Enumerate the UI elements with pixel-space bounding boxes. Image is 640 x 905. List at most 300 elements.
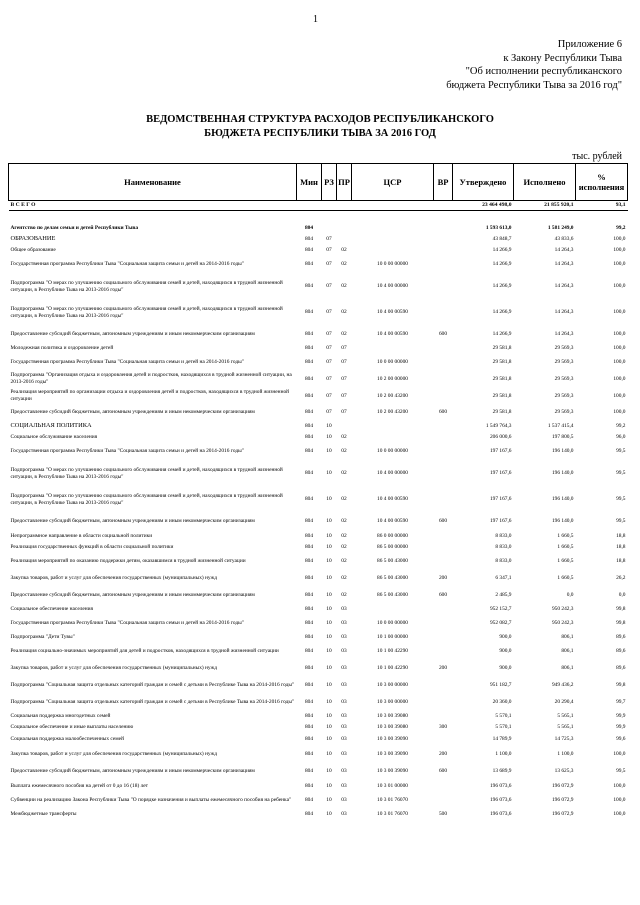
title-line: БЮДЖЕТА РЕСПУБЛИКИ ТЫВА ЗА 2016 ГОД <box>204 128 436 139</box>
cell-min: 804 <box>304 664 314 671</box>
cell-percent: 99,2 <box>616 224 626 231</box>
cell-percent: 99,5 <box>616 470 626 477</box>
cell-percent: 99,6 <box>616 736 626 743</box>
table-row <box>9 615 628 632</box>
cell-csr: 10 3 01 00000 <box>377 782 408 789</box>
cell-vr <box>434 274 453 300</box>
cell-vr <box>434 711 453 722</box>
cell-percent: 100,0 <box>613 344 626 351</box>
cell-rz: 10 <box>326 810 332 817</box>
cell-min: 804 <box>304 768 314 775</box>
cell-executed: 14 264,3 <box>554 283 574 290</box>
cell-executed: 806,1 <box>561 633 574 640</box>
cell-approved: 8 833,0 <box>495 532 512 539</box>
cell-min: 804 <box>304 261 314 268</box>
cell-percent: 100,0 <box>613 309 626 316</box>
cell-vr <box>434 677 453 694</box>
cell-rz: 10 <box>326 796 332 803</box>
cell-min: 804 <box>304 344 314 351</box>
cell-min: 804 <box>304 574 314 581</box>
cell-percent: 100,0 <box>613 375 626 382</box>
cell-csr: 86 5 00 43000 <box>377 574 408 581</box>
cell-pr: 03 <box>341 619 347 626</box>
cell-min: 804 <box>304 543 314 550</box>
cell-rz: 10 <box>326 496 332 503</box>
cell-approved: 1 100,0 <box>495 751 512 758</box>
cell-min <box>297 201 322 211</box>
cell-executed: 806,1 <box>561 664 574 671</box>
cell-approved: 196 073,6 <box>489 782 512 789</box>
cell-percent: 100,0 <box>613 409 626 416</box>
cell-csr: 10 3 01 76070 <box>377 810 408 817</box>
cell-pr: 03 <box>341 751 347 758</box>
cell-min: 804 <box>304 782 314 789</box>
cell-csr: 10 2 00 43200 <box>377 392 408 399</box>
cell-vr <box>434 531 453 542</box>
cell-csr: 10 3 00 39090 <box>377 768 408 775</box>
cell-csr <box>352 223 434 234</box>
table-row <box>9 781 628 792</box>
cell-csr: 10 1 00 42290 <box>377 664 408 671</box>
cell-executed: 949 436,2 <box>551 681 574 688</box>
cell-approved: 2 485,9 <box>495 591 512 598</box>
cell-csr: 10 3 00 00000 <box>377 681 408 688</box>
cell-name: Социальная поддержка многодетных семей <box>10 712 111 719</box>
cell-min: 804 <box>304 235 314 242</box>
cell-csr <box>352 245 434 256</box>
table-row <box>9 809 628 820</box>
cell-approved: 5 570,1 <box>495 723 512 730</box>
cell-pr: 02 <box>341 283 347 290</box>
cell-name: Подпрограмма "О мерах по улучшению социального обслуживания семей и детей, находящихся в трудной жизненной ситуации, в Республике Тыва на 2013-2016 годы" <box>10 466 283 480</box>
cell-approved: 8 833,0 <box>495 557 512 564</box>
cell-pr <box>337 201 352 211</box>
cell-approved: 8 833,0 <box>495 543 512 550</box>
cell-percent: 99,5 <box>616 518 626 525</box>
table-row <box>9 542 628 553</box>
header-name: Наименование <box>9 164 297 201</box>
cell-approved: 13 689,9 <box>492 768 512 775</box>
cell-vr <box>434 388 453 405</box>
cell-rz: 10 <box>326 698 332 705</box>
cell-approved <box>453 211 514 223</box>
cell-rz: 10 <box>326 518 332 525</box>
cell-csr: 10 0 00 00000 <box>377 358 408 365</box>
cell-csr: 10 0 00 00000 <box>377 619 408 626</box>
table-row <box>9 570 628 587</box>
cell-percent: 100,0 <box>613 358 626 365</box>
cell-name: Подпрограмма "О мерах по улучшению социального обслуживания семей и детей, находящихся в трудной жизненной ситуации, в Республике Тыва на 2013-2016 годы" <box>10 279 283 293</box>
cell-name: Субвенции на реализацию Закона Республики Тыва "О порядке назначения и выплаты ежемесячного пособия на ребенка" <box>10 796 292 803</box>
cell-approved: 14 266,9 <box>492 261 512 268</box>
cell-executed: 0,0 <box>566 591 574 598</box>
cell-name: Реализация мероприятий по организации отдыха и оздоровления детей и подростков, находящихся в трудной жизненной ситуации <box>10 389 290 402</box>
cell-min: 804 <box>304 422 314 429</box>
table-row <box>9 747 628 763</box>
cell-rz: 10 <box>326 605 332 612</box>
table-row <box>9 256 628 274</box>
header-executed: Исполнено <box>514 164 576 201</box>
cell-percent: 100,0 <box>613 751 626 758</box>
table-header-row <box>9 164 628 201</box>
table-row <box>9 300 628 326</box>
cell-name: СОЦИАЛЬНАЯ ПОЛИТИКА <box>10 421 92 429</box>
cell-min: 804 <box>304 633 314 640</box>
table-row <box>9 487 628 513</box>
cell-csr: 10 1 00 00000 <box>377 633 408 640</box>
cell-vr: 200 <box>438 574 448 581</box>
cell-vr <box>434 211 453 223</box>
cell-vr <box>434 234 453 245</box>
cell-executed: 20 290,4 <box>554 698 574 705</box>
cell-rz <box>322 223 337 234</box>
cell-min: 804 <box>304 330 314 337</box>
cell-approved: 14 789,9 <box>492 736 512 743</box>
table-row <box>9 343 628 354</box>
cell-vr <box>434 371 453 388</box>
cell-executed: 13 625,3 <box>554 768 574 775</box>
cell-pr <box>337 223 352 234</box>
cell-min: 804 <box>304 698 314 705</box>
cell-min: 804 <box>304 532 314 539</box>
cell-percent: 100,0 <box>613 330 626 337</box>
cell-rz <box>322 201 337 211</box>
cell-min: 804 <box>304 309 314 316</box>
cell-approved: 900,0 <box>499 647 512 654</box>
appendix-line: Приложение 6 <box>557 39 622 50</box>
cell-executed: 14 264,3 <box>554 330 574 337</box>
cell-csr: 86 0 00 00000 <box>377 532 408 539</box>
cell-name: Закупка товаров, работ и услуг для обеспечения государственных (муниципальных) нужд <box>10 574 218 581</box>
cell-csr: 10 3 01 76070 <box>377 796 408 803</box>
cell-executed: 29 569,3 <box>554 344 574 351</box>
cell-approved: 5 570,1 <box>495 712 512 719</box>
cell-name: Подпрограмма "Дети Тувы" <box>10 633 75 640</box>
cell-csr: 86 5 00 00000 <box>377 543 408 550</box>
cell-pr: 03 <box>341 712 347 719</box>
cell-rz: 07 <box>326 309 332 316</box>
table-row <box>9 201 628 211</box>
cell-approved: 900,0 <box>499 664 512 671</box>
cell-percent: 99,5 <box>616 496 626 503</box>
cell-pr: 02 <box>341 309 347 316</box>
cell-rz: 10 <box>326 422 332 429</box>
cell-csr: 10 0 00 00000 <box>377 261 408 268</box>
cell-executed: 14 264,3 <box>554 246 574 253</box>
cell-rz: 10 <box>326 782 332 789</box>
cell-csr: 10 4 00 00590 <box>377 518 408 525</box>
cell-pr: 02 <box>341 557 347 564</box>
cell-executed: 1 660,5 <box>557 574 574 581</box>
cell-pr: 07 <box>341 358 347 365</box>
cell-executed: 197 800,5 <box>551 433 574 440</box>
cell-pr: 07 <box>341 409 347 416</box>
cell-vr: 600 <box>438 518 448 525</box>
cell-min: 804 <box>304 283 314 290</box>
cell-approved: 29 581,8 <box>492 375 512 382</box>
table-row <box>9 604 628 615</box>
header-rz: РЗ <box>322 164 337 201</box>
cell-rz: 10 <box>326 448 332 455</box>
cell-min: 804 <box>304 796 314 803</box>
cell-percent: 99,5 <box>616 448 626 455</box>
cell-vr <box>434 245 453 256</box>
cell-csr <box>352 201 434 211</box>
cell-pr: 07 <box>341 375 347 382</box>
cell-csr: 10 3 00 39080 <box>377 712 408 719</box>
table-row <box>9 531 628 542</box>
cell-rz: 10 <box>326 557 332 564</box>
cell-rz: 07 <box>326 283 332 290</box>
cell-percent: 100,0 <box>613 810 626 817</box>
cell-pr: 02 <box>341 532 347 539</box>
table-row <box>9 722 628 733</box>
cell-executed: 196 140,0 <box>551 496 574 503</box>
cell-csr: 86 5 00 43000 <box>377 591 408 598</box>
cell-name: Социальная поддержка малообеспеченных семей <box>10 736 124 743</box>
cell-csr: 10 4 00 00000 <box>377 283 408 290</box>
cell-rz: 10 <box>326 647 332 654</box>
cell-pr: 03 <box>341 768 347 775</box>
cell-min: 804 <box>304 647 314 654</box>
cell-rz: 10 <box>326 723 332 730</box>
cell-vr <box>434 223 453 234</box>
cell-vr: 600 <box>438 768 448 775</box>
cell-percent: 100,0 <box>613 246 626 253</box>
cell-executed: 806,1 <box>561 647 574 654</box>
cell-vr <box>434 781 453 792</box>
cell-name: Предоставление субсидий бюджетным, автономным учреждениям и иным некоммерческим организациям <box>10 768 255 775</box>
cell-vr <box>434 354 453 371</box>
cell-csr: 10 2 00 00000 <box>377 375 408 382</box>
cell-csr: 10 4 00 00590 <box>377 496 408 503</box>
cell-rz: 10 <box>326 736 332 743</box>
cell-rz: 07 <box>326 235 332 242</box>
cell-executed: 1 660,5 <box>557 532 574 539</box>
cell-percent: 99,9 <box>616 712 626 719</box>
table-row <box>9 388 628 405</box>
cell-vr <box>434 733 453 747</box>
cell-rz: 10 <box>326 574 332 581</box>
table-row <box>9 711 628 722</box>
cell-name: Социальное обслуживание населения <box>10 433 98 440</box>
cell-percent: 99,8 <box>616 619 626 626</box>
cell-vr <box>434 256 453 274</box>
cell-vr: 200 <box>438 664 448 671</box>
cell-executed: 14 264,3 <box>554 261 574 268</box>
cell-percent: 99,5 <box>616 768 626 775</box>
cell-approved: 29 581,8 <box>492 392 512 399</box>
cell-name: Предоставление субсидий бюджетным, автономным учреждениям и иным некоммерческим организациям <box>10 518 255 525</box>
cell-min: 804 <box>304 246 314 253</box>
cell-approved: 900,0 <box>499 633 512 640</box>
cell-pr: 03 <box>341 736 347 743</box>
cell-executed: 21 855 920,1 <box>514 201 576 211</box>
cell-pr: 02 <box>341 518 347 525</box>
cell-name: Подпрограмма "О мерах по улучшению социального обслуживания семей и детей, находящихся в трудной жизненной ситуации, в Республике Тыва на 2013-2016 годы" <box>10 492 283 506</box>
cell-vr <box>434 615 453 632</box>
cell-name: Государственная программа Республики Тыва "Социальная защита семьи и детей на 2014-2016 годы" <box>10 261 244 268</box>
cell-csr: 10 3 00 39080 <box>377 723 408 730</box>
table-row <box>9 733 628 747</box>
cell-vr <box>434 604 453 615</box>
cell-csr: 10 1 00 42290 <box>377 647 408 654</box>
document-title <box>0 113 640 141</box>
appendix-line: бюджета Республики Тыва за 2016 год" <box>446 79 622 91</box>
cell-name: Государственная программа Республики Тыва "Социальная защита семьи и детей на 2014-2016 годы" <box>10 619 244 626</box>
cell-approved: 6 347,1 <box>495 574 512 581</box>
cell-approved: 196 073,6 <box>489 796 512 803</box>
cell-executed: 1 660,5 <box>557 543 574 550</box>
cell-rz: 10 <box>326 619 332 626</box>
cell-approved: 23 464 498,0 <box>453 201 514 211</box>
appendix-line: к Закону Республики Тыва <box>503 52 622 64</box>
table-row <box>9 371 628 388</box>
cell-percent: 99,8 <box>616 605 626 612</box>
cell-vr <box>434 542 453 553</box>
cell-min: 804 <box>304 448 314 455</box>
cell-rz: 10 <box>326 532 332 539</box>
cell-min: 804 <box>304 591 314 598</box>
cell-vr <box>434 643 453 660</box>
cell-vr <box>434 694 453 711</box>
cell-rz: 07 <box>326 261 332 268</box>
cell-executed: 29 569,3 <box>554 358 574 365</box>
cell-rz: 10 <box>326 681 332 688</box>
cell-pr: 03 <box>341 664 347 671</box>
cell-pr: 02 <box>341 330 347 337</box>
cell-executed: 1 537 415,4 <box>547 422 574 429</box>
cell-percent <box>576 211 628 223</box>
cell-pr: 03 <box>341 810 347 817</box>
cell-name: Социальное обеспечение населения <box>10 605 94 612</box>
cell-rz: 10 <box>326 664 332 671</box>
cell-csr: 10 4 00 00590 <box>377 309 408 316</box>
cell-pr: 03 <box>341 698 347 705</box>
cell-min: 804 <box>304 810 314 817</box>
table-body <box>9 201 628 820</box>
cell-name: Реализация мероприятий по оказанию поддержки детям, оказавшимся в трудной жизненной ситуации <box>10 557 246 564</box>
table-row <box>9 421 628 432</box>
cell-csr: 10 0 00 00000 <box>377 448 408 455</box>
table-row <box>9 461 628 487</box>
cell-executed: 1 660,5 <box>557 557 574 564</box>
table-row <box>9 326 628 343</box>
table-row <box>9 553 628 570</box>
cell-rz: 10 <box>326 712 332 719</box>
cell-name: Молодежная политика и оздоровление детей <box>10 344 114 351</box>
cell-min: 804 <box>304 470 314 477</box>
cell-name: Предоставление субсидий бюджетным, автономным учреждениям и иным некоммерческим организациям <box>10 409 255 416</box>
cell-rz: 10 <box>326 633 332 640</box>
table-row <box>9 513 628 531</box>
cell-name: Подпрограмма "Социальная защита отдельных категорий граждан и семей с детьми в Республике Тыва на 2014-2016 годы" <box>10 698 295 705</box>
cell-rz: 07 <box>326 375 332 382</box>
cell-executed: 196 072,9 <box>551 782 574 789</box>
cell-approved: 14 266,9 <box>492 283 512 290</box>
cell-min: 804 <box>304 723 314 730</box>
table-row <box>9 643 628 660</box>
cell-pr: 02 <box>341 261 347 268</box>
table-row <box>9 763 628 781</box>
table-row <box>9 274 628 300</box>
cell-approved: 197 167,6 <box>489 518 512 525</box>
header-csr: ЦСР <box>352 164 434 201</box>
cell-executed: 1 100,0 <box>557 751 574 758</box>
cell-executed: 43 833,6 <box>554 235 574 242</box>
cell-pr: 02 <box>341 591 347 598</box>
cell-approved: 952 082,7 <box>489 619 512 626</box>
cell-pr: 02 <box>341 543 347 550</box>
table-row <box>9 632 628 643</box>
cell-name: Межбюджетные трансферты <box>10 810 77 817</box>
budget-table <box>8 163 628 820</box>
cell-name: Реализация социально-значимых мероприятий для детей и подростков, находящихся в трудной жизненной ситуации <box>10 647 279 654</box>
table-row <box>9 792 628 809</box>
cell-rz: 07 <box>326 358 332 365</box>
table-row <box>9 211 628 223</box>
cell-executed: 14 264,3 <box>554 309 574 316</box>
header-approved: Утверждено <box>453 164 514 201</box>
cell-vr <box>434 461 453 487</box>
cell-rz: 10 <box>326 433 332 440</box>
cell-rz: 10 <box>326 768 332 775</box>
cell-name: Предоставление субсидий бюджетным, автономным учреждениям и иным некоммерческим организациям <box>10 591 255 598</box>
cell-min <box>297 211 322 223</box>
cell-approved: 951 182,7 <box>489 681 512 688</box>
cell-percent: 89,6 <box>616 647 626 654</box>
cell-name: Подпрограмма "Организация отдыха и оздоровления детей и подростков, находящихся в трудной жизненной ситуации, на 2013-2016 годы" <box>10 372 292 385</box>
cell-vr: 600 <box>438 330 448 337</box>
cell-pr: 03 <box>341 796 347 803</box>
cell-min: 804 <box>304 224 314 231</box>
cell-pr: 03 <box>341 681 347 688</box>
cell-name: ОБРАЗОВАНИЕ <box>10 234 56 242</box>
cell-approved: 43 848,7 <box>492 235 512 242</box>
cell-csr <box>352 343 434 354</box>
cell-percent: 89,6 <box>616 664 626 671</box>
cell-min: 804 <box>304 557 314 564</box>
table-row <box>9 660 628 677</box>
cell-vr <box>434 487 453 513</box>
cell-pr: 07 <box>341 392 347 399</box>
cell-csr: 10 2 00 43200 <box>377 409 408 416</box>
cell-executed: 5 565,1 <box>557 712 574 719</box>
cell-approved: 29 581,8 <box>492 409 512 416</box>
cell-pr: 02 <box>341 448 347 455</box>
cell-percent: 99,2 <box>616 422 626 429</box>
cell-executed: 29 569,3 <box>554 375 574 382</box>
cell-executed <box>514 211 576 223</box>
cell-rz: 07 <box>326 246 332 253</box>
cell-csr <box>352 211 434 223</box>
cell-csr <box>352 604 434 615</box>
cell-approved: 20 360,0 <box>492 698 512 705</box>
cell-min: 804 <box>304 712 314 719</box>
cell-vr: 600 <box>438 409 448 416</box>
cell-min: 804 <box>304 409 314 416</box>
cell-vr <box>434 201 453 211</box>
cell-approved: 197 167,6 <box>489 470 512 477</box>
cell-percent: 99,9 <box>616 723 626 730</box>
page-number: 1 <box>313 14 318 25</box>
cell-min: 804 <box>304 518 314 525</box>
cell-percent: 100,0 <box>613 392 626 399</box>
cell-executed: 950 242,3 <box>551 619 574 626</box>
cell-approved: 14 266,9 <box>492 330 512 337</box>
cell-vr: 600 <box>438 591 448 598</box>
cell-approved: 29 581,8 <box>492 358 512 365</box>
